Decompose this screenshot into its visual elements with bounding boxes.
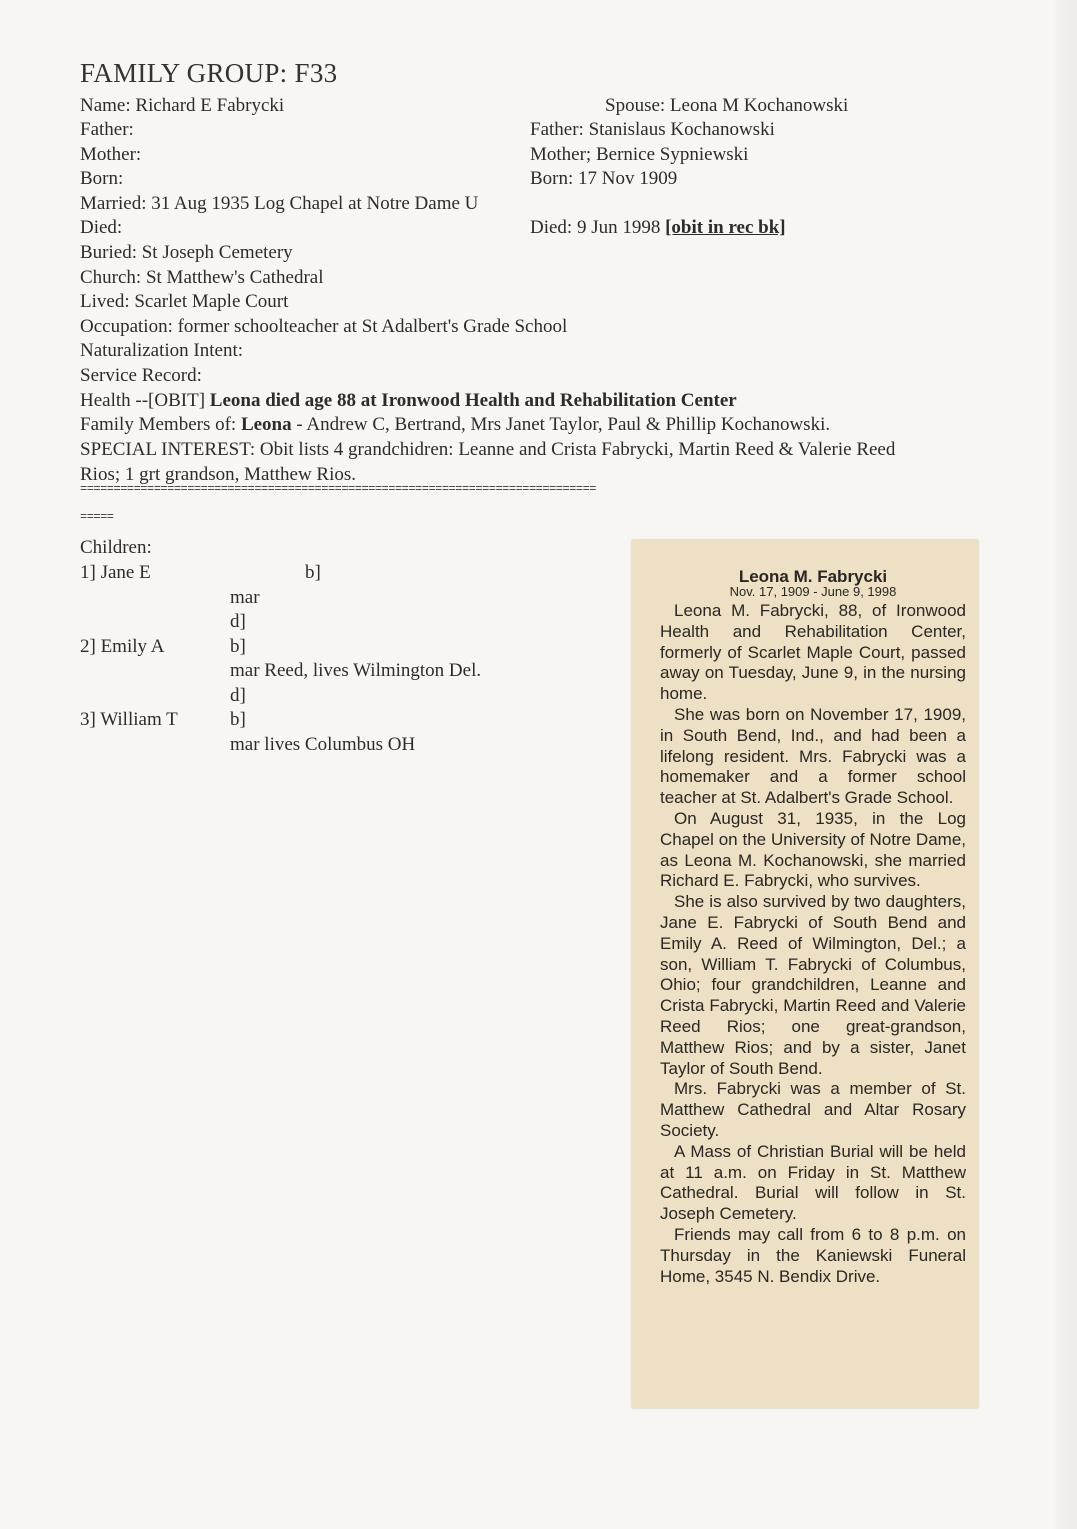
child-2-name: 2] Emily A: [80, 636, 165, 657]
family-members-text: - Andrew C, Bertrand, Mrs Janet Taylor, Paul & Phillip Kochanowski.: [291, 414, 831, 435]
child-1-born: b]: [305, 562, 321, 583]
child-3-born: b]: [230, 709, 246, 730]
obituary-dates: Nov. 17, 1909 - June 9, 1998: [729, 584, 897, 599]
health-text: Leona died age 88 at Ironwood Health and Rehabilitation Center: [209, 390, 737, 411]
obituary-paragraph: A Mass of Christian Burial will be held at 11 a.m. on Friday in St. Matthew Cathedral. Burial will follow in St. Joseph Cemetery.: [660, 1141, 966, 1224]
married-line: Married: 31 Aug 1935 Log Chapel at Notre Dame U: [80, 193, 479, 214]
health-line: [80, 389, 737, 413]
health-prefix: Health --[OBIT]: [80, 390, 210, 411]
family-members-prefix: Family Members of:: [80, 414, 241, 435]
naturalization-line: Naturalization Intent:: [80, 340, 244, 361]
spouse-died: Died: 9 Jun 1998: [530, 217, 661, 238]
child-1-name: 1] Jane E: [80, 562, 151, 583]
husband-mother: Mother:: [80, 144, 142, 165]
obituary-paragraph: Mrs. Fabrycki was a member of St. Matthew Cathedral and Altar Rosary Society.: [660, 1079, 966, 1140]
obituary-clipping: [632, 540, 978, 1408]
child-1-died: d]: [230, 611, 246, 632]
child-2-born: b]: [230, 636, 246, 657]
husband-born: Born:: [80, 168, 124, 189]
buried-line: Buried: St Joseph Cemetery: [80, 242, 293, 263]
obituary-paragraph: Leona M. Fabrycki, 88, of Ironwood Health and Rehabilitation Center, formerly of Scarlet Maple Court, passed away on Tuesday, June 9, in the nursing home.: [660, 601, 966, 704]
child-3-married: mar lives Columbus OH: [230, 734, 416, 755]
husband-father: Father:: [80, 119, 134, 140]
occupation-line: Occupation: former schoolteacher at St Adalbert's Grade School: [80, 316, 568, 337]
husband-died: Died:: [80, 217, 123, 238]
obituary-paragraph: On August 31, 1935, in the Log Chapel on the University of Notre Dame, as Leona M. Kochanowski, she married Richard E. Fabrycki, who survives.: [660, 808, 966, 891]
separator: =============================================================================: [80, 482, 596, 496]
family-members-line: [80, 413, 830, 437]
obituary-paragraph: She is also survived by two daughters, Jane E. Fabrycki of South Bend and Emily A. Reed of Wilmington, Del.; a son, William T. Fabrycki of Columbus, Ohio; four grandchildren, Leanne and Crista Fabrycki, Martin Reed and Valerie Reed Rios; one great-grandson, Matthew Rios; and by a sister, Janet Taylor of South Bend.: [660, 892, 966, 1078]
family-members-name: Leona: [240, 414, 292, 435]
lived-line: Lived: Scarlet Maple Court: [80, 291, 289, 312]
spouse-father: Father: Stanislaus Kochanowski: [530, 119, 775, 140]
spouse-name: Spouse: Leona M Kochanowski: [605, 95, 849, 116]
special-interest-line-2: Rios; 1 grt grandson, Matthew Rios.: [80, 464, 357, 485]
obit-link[interactable]: [obit in rec bk]: [665, 217, 786, 238]
obituary-name: Leona M. Fabrycki: [738, 567, 888, 586]
children-label: Children:: [80, 537, 152, 558]
obituary-body: [660, 601, 966, 1287]
service-record-line: Service Record:: [80, 365, 202, 386]
child-3-name: 3] William T: [80, 709, 178, 730]
special-interest-line-1: SPECIAL INTEREST: Obit lists 4 grandchidren: Leanne and Crista Fabrycki, Martin Reed & Valerie Reed: [80, 439, 896, 460]
spouse-mother: Mother; Bernice Sypniewski: [530, 144, 749, 165]
obituary-paragraph: Friends may call from 6 to 8 p.m. on Thursday in the Kaniewski Funeral Home, 3545 N. Bendix Drive.: [660, 1224, 966, 1286]
spouse-born: Born: 17 Nov 1909: [530, 168, 678, 189]
separator-tail: =====: [80, 510, 114, 524]
child-2-married: mar Reed, lives Wilmington Del.: [230, 660, 482, 681]
spouse-died-line: [530, 216, 786, 240]
husband-name: Name: Richard E Fabrycki: [80, 95, 285, 116]
obituary-paragraph: She was born on November 17, 1909, in South Bend, Ind., and had been a lifelong resident. Mrs. Fabrycki was a homemaker and a former school teacher at St. Adalbert's Grade School.: [660, 704, 966, 808]
church-line: Church: St Matthew's Cathedral: [80, 267, 324, 288]
page-title: FAMILY GROUP: F33: [80, 58, 338, 88]
child-1-married: mar: [230, 587, 260, 608]
child-2-died: d]: [230, 685, 246, 706]
